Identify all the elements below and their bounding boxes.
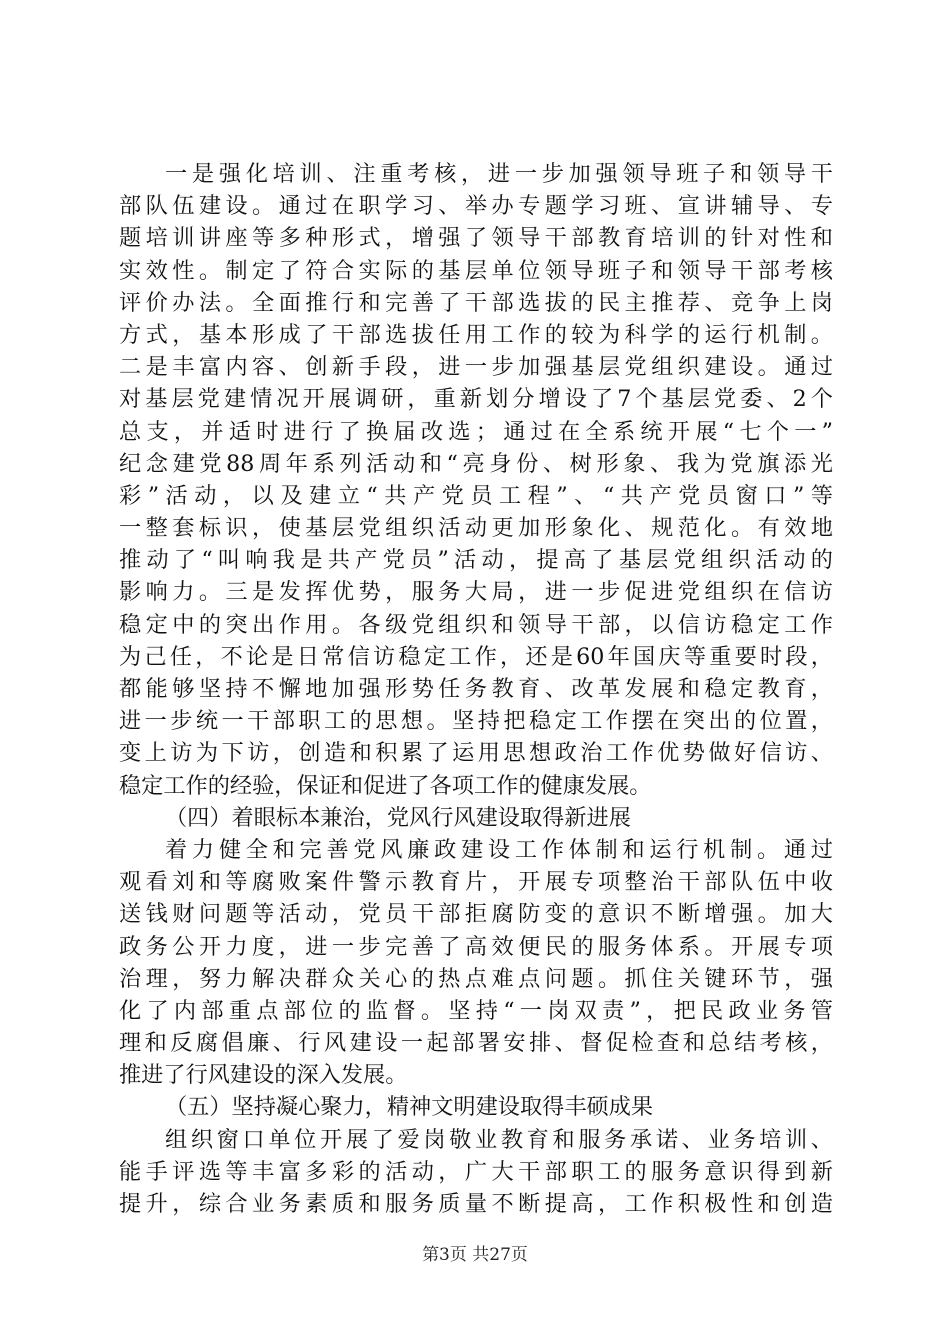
paragraph-line: 总支，并适时进行了换届改选；通过在全系统开展“七个一” <box>119 418 833 445</box>
paragraph-line: 政务公开力度，进一步完善了高效便民的服务体系。开展专项 <box>119 933 833 960</box>
paragraph-line: 化了内部重点部位的监督。坚持“一岗双责”，把民政业务管 <box>119 997 833 1024</box>
paragraph-line: 理和反腐倡廉、行风建设一起部署安排、督促检查和总结考核， <box>119 1030 833 1057</box>
paragraph-line: 变上访为下访，创造和积累了运用思想政治工作优势做好信访、 <box>119 740 833 767</box>
paragraph-line: 治理，努力解决群众关心的热点难点问题。抓住关键环节，强 <box>119 965 833 992</box>
paragraph-line: 进一步统一干部职工的思想。坚持把稳定工作摆在突出的位置， <box>119 708 833 735</box>
section-heading: （四）着眼标本兼治，党风行风建设取得新进展 <box>165 804 631 831</box>
paragraph-line: 能手评选等丰富多彩的活动，广大干部职工的服务意识得到新 <box>119 1158 833 1185</box>
section-heading: （五）坚持凝心聚力，精神文明建设取得丰硕成果 <box>165 1094 654 1121</box>
document-body <box>119 158 833 1220</box>
paragraph-line: 都能够坚持不懈地加强形势任务教育、改革发展和稳定教育， <box>119 676 833 702</box>
paragraph-line: 着力健全和完善党风廉政建设工作体制和运行机制。通过 <box>165 836 833 863</box>
paragraph-line: 为己任，不论是日常信访稳定工作，还是60年国庆等重要时段， <box>119 643 833 670</box>
paragraph-line: 影响力。三是发挥优势，服务大局，进一步促进党组织在信访 <box>119 579 833 606</box>
paragraph-line: 实效性。制定了符合实际的基层单位领导班子和领导干部考核 <box>119 257 833 284</box>
paragraph-line: 评价办法。全面推行和完善了干部选拔的民主推荐、竞争上岗 <box>119 289 833 316</box>
paragraph-line: 送钱财问题等活动，党员干部拒腐防变的意识不断增强。加大 <box>119 901 833 928</box>
paragraph-line: 提升，综合业务素质和服务质量不断提高，工作积极性和创造 <box>119 1191 833 1217</box>
paragraph-line: 对基层党建情况开展调研，重新划分增设了7个基层党委、2个 <box>119 386 833 413</box>
paragraph-line: 一整套标识，使基层党组织活动更加形象化、规范化。有效地 <box>119 515 833 542</box>
paragraph-line: 稳定中的突出作用。各级党组织和领导干部，以信访稳定工作 <box>119 611 833 638</box>
paragraph-line: 纪念建党88周年系列活动和“亮身份、树形象、我为党旗添光 <box>119 450 833 477</box>
paragraph-line: 稳定工作的经验，保证和促进了各项工作的健康发展。 <box>119 772 652 799</box>
paragraph-line: 观看刘和等腐败案件警示教育片，开展专项整治干部队伍中收 <box>119 869 833 896</box>
paragraph-line: 彩”活动，以及建立“共产党员工程”、“共产党员窗口”等 <box>119 482 833 509</box>
paragraph-line: 部队伍建设。通过在职学习、举办专题学习班、宣讲辅导、专 <box>119 193 833 220</box>
paragraph-line: 推动了“叫响我是共产党员”活动，提高了基层党组织活动的 <box>119 547 833 574</box>
paragraph-line: 推进了行风建设的深入发展。 <box>119 1062 408 1089</box>
paragraph-line: 方式，基本形成了干部选拔任用工作的较为科学的运行机制。 <box>119 321 833 348</box>
page-footer: 第3页 共27页 <box>422 1245 528 1265</box>
paragraph-line: 题培训讲座等多种形式，增强了领导干部教育培训的针对性和 <box>119 225 833 252</box>
paragraph-line: 一是强化培训、注重考核，进一步加强领导班子和领导干 <box>165 161 833 187</box>
paragraph-line: 组织窗口单位开展了爱岗敬业教育和服务承诺、业务培训、 <box>165 1126 833 1153</box>
paragraph-line: 二是丰富内容、创新手段，进一步加强基层党组织建设。通过 <box>119 354 833 381</box>
